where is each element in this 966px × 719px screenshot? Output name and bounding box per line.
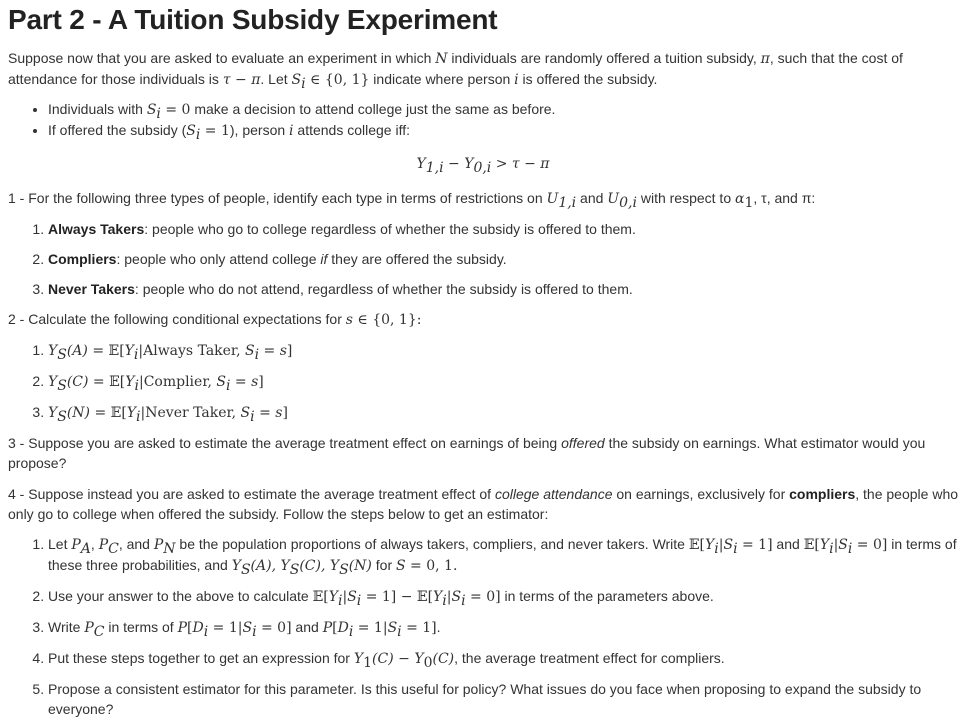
list-item: 3. Never Takers: people who do not attend, regardless of whether the subsidy is offered to them. bbox=[48, 279, 958, 299]
list-item: 1. Always Takers: people who go to college regardless of whether the subsidy is offered to them. bbox=[48, 219, 958, 239]
list-item: 3. Write $P_C$ in terms of $P[D_i = 1|S_i = 0]$ and $P[D_i = 1|S_i = 1]$. bbox=[48, 617, 958, 638]
question-1-list bbox=[8, 219, 958, 299]
list-item: • If offered the subsidy $(S_i = 1)$, person i attends college iff: bbox=[48, 120, 958, 140]
question-4: 4 - Suppose instead you are asked to estimate the average treatment effect of college attendance on earnings, exclusively for compliers, the people who only go to college when offered the subsidy. Follow the steps below to get an estimator: bbox=[8, 486, 959, 522]
list-item: 1. $Y_S(A)$ = $𝔼[Y_i|Always$ Taker, $S_i = s$] bbox=[48, 340, 958, 361]
intro-paragraph: Suppose now that you are asked to evaluate an experiment in which N individuals are randomly offered a tuition subsidy, π, such that the cost of attendance for those individuals is τ − π. Let $S_i$ ∈ {0, 1} indicate where person i is offered the subsidy. bbox=[8, 50, 903, 92]
list-item: 2. $Y_S(C)$ = $𝔼[Y_i|Complier$, $S_i = s$] bbox=[48, 371, 958, 392]
list-item: 1. Let $P_A$, $P_C$, and $P_N$ be the population proportions of always takers, compliers, and never takers. Write $𝔼[Y_i|S_i = 1]$ and $𝔼[Y_i|S_i = 0]$ in terms of these three probabilities, and $Y_S(A)$, $Y_S(C)$, $Y_S(N)$ for S = 0, 1. bbox=[48, 534, 958, 576]
display-equation: $Y_{1,i} - Y_{0,i} > \tau - \pi$ bbox=[416, 156, 550, 176]
list-item: 2. Compliers: people who only attend college if they are offered the subsidy. bbox=[48, 249, 958, 269]
page-title: Part 2 - A Tuition Subsidy Experiment bbox=[8, 4, 498, 35]
question-1: 1 - For the following three types of people, identify each type in terms of restrictions on $U_{1,i}$ and $U_{0,i}$ with respect to $\alpha_1$, τ, and π: bbox=[8, 190, 816, 211]
question-2-list bbox=[8, 340, 958, 423]
list-item: 5. Propose a consistent estimator for this parameter. Is this useful for policy? What issues do you face when proposing to expand the subsidy to everyone? bbox=[48, 679, 958, 719]
question-4-list bbox=[8, 534, 958, 719]
list-item: • Individuals with $S_i = 0$ make a decision to attend college just the same as before. bbox=[48, 99, 958, 119]
question-3: 3 - Suppose you are asked to estimate the average treatment effect on earnings of being offered the subsidy on earnings. What estimator would you propose? bbox=[8, 435, 926, 471]
question-2: 2 - Calculate the following conditional expectations for s ∈ {0, 1}: bbox=[8, 311, 422, 328]
list-item: 4. Put these steps together to get an expression for $Y_1(C) - Y_0(C)$, the average treatment effect for compliers. bbox=[48, 648, 958, 669]
assumption-list bbox=[8, 99, 958, 143]
list-item: 2. Use your answer to the above to calculate $𝔼[Y_i|S_i = 1]$ − $𝔼[Y_i|S_i = 0]$ in terms of the parameters above. bbox=[48, 586, 958, 607]
list-item: 3. $Y_S(N)$ = $𝔼[Y_i|Never$ Taker, $S_i = s$] bbox=[48, 402, 958, 423]
